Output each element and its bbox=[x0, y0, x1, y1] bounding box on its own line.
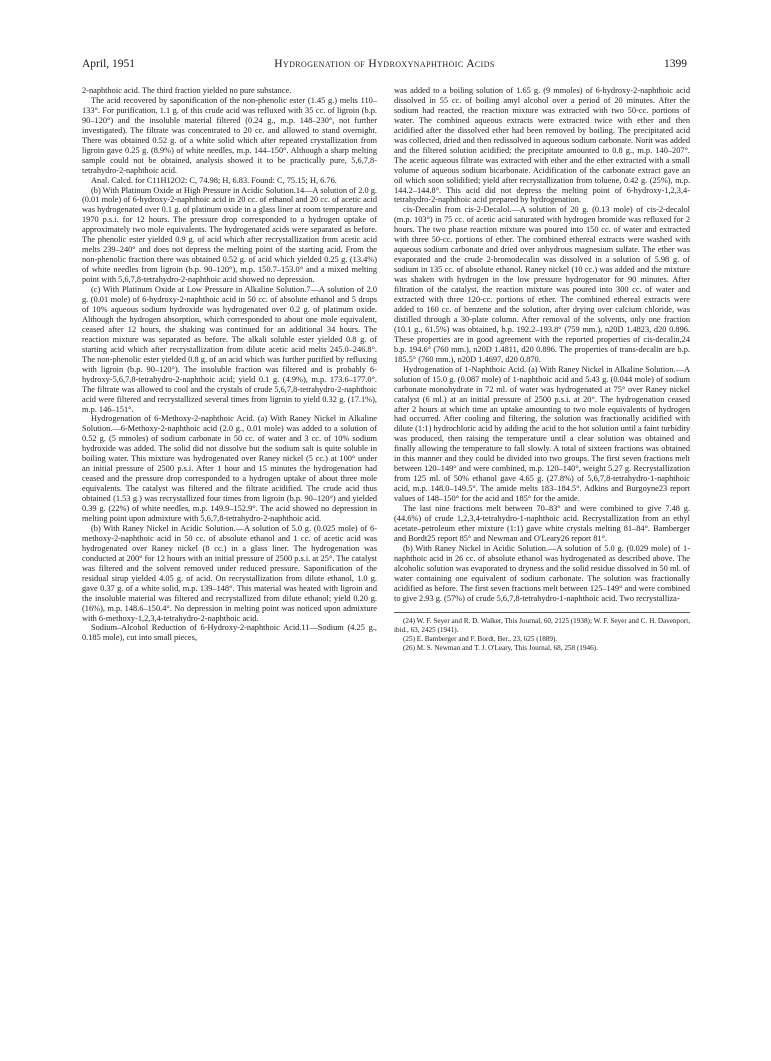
footnotes bbox=[394, 612, 690, 653]
page-number: 1399 bbox=[664, 58, 687, 70]
paragraph: (b) With Platinum Oxide at High Pressure in Acidic Solution.14—A solution of 2.0 g. (0.01 mole) of 6-hydroxy-2-naphthoic acid in 20 cc. of ethanol and 20 cc. of acetic acid was hydrogenated over 0.1 g. of platinum oxide in a glass liner at room temperature and 1970 p.s.i. for 12 hours. The pressure drop corresponded to a hydrogen uptake of approximately two mole equivalents. The hydrogenated acids were separated as before. The phenolic ester yielded 0.9 g. of acid which after recrystallization from acetic acid melts 239–240° and does not depress the melting point of the starting acid. From the non-phenolic fraction there was obtained 0.52 g. of acid which yielded 0.25 g. (13.4%) of white needles from ligroin (b.p. 90–120°), m.p. 150.7–153.0° and a mixed melting point with 5,6,7,8-tetrahydro-2-naphthoic acid showed no depression. bbox=[82, 185, 377, 285]
paragraph: The acid recovered by saponification of the non-phenolic ester (1.45 g.) melts 110–133°. For purification, 1.1 g. of this crude acid was refluxed with 35 cc. of ligroin (b.p. 90–120°) and the insoluble material filtered (0.24 g., m.p. 148–230°, not further investigated). The filtrate was concentrated to 20 cc. and allowed to stand overnight. There was obtained 0.52 g. of a white solid which after repeated crystallization from ligroin gave 0.25 g. (8.9%) of white needles, m.p. 144–150°. Although a sharp melting sample could not be obtained, analysis showed it to be practically pure, 5,6,7,8-tetrahydro-2-naphthoic acid. bbox=[82, 95, 377, 175]
footnote: (25) E. Bamberger and F. Bordt, Ber., 23, 625 (1889). bbox=[403, 634, 558, 643]
analysis-paragraph: Anal. Calcd. for C11H12O2: C, 74.98; H, 6.83. Found: C, 75.15; H, 6.76. bbox=[91, 175, 337, 185]
left-column bbox=[82, 86, 377, 643]
footnote: (26) M. S. Newman and T. J. O'Leary, This Journal, 68, 258 (1946). bbox=[403, 643, 598, 652]
footnote: (24) W. F. Seyer and R. D. Walker, This Journal, 60, 2125 (1938); W. F. Seyer and C. H. Davenport, ibid., 63, 2425 (1941). bbox=[394, 616, 690, 634]
paragraph: (b) With Raney Nickel in Acidic Solution.—A solution of 5.0 g. (0.025 mole) of 6-methoxy-2-naphthoic acid in 50 cc. of absolute ethanol and 1 cc. of acetic acid was hydrogenated over Raney nickel (8 cc.) in a glass liner. The hydrogenation was conducted at 200° for 12 hours with an initial pressure of 2500 p.s.i. at 25°. The catalyst was filtered and the solvent removed under reduced pressure. Saponification of the residual sirup yielded 4.05 g. of acid. On recrystallization from dilute ethanol, 1.0 g. gave 0.37 g. of a white solid, m.p. 139–148°. This material was heated with ligroin and the insoluble material was filtered and recrystallized from dilute ethanol; yield 0.20 g. (16%), m.p. 148.6–150.4°. No depression in melting point was noticed upon admixture with 6-methoxy-1,2,3,4-tetrahydro-2-naphthoic acid. bbox=[82, 523, 377, 623]
running-header bbox=[82, 58, 687, 74]
paragraph: (c) With Platinum Oxide at Low Pressure in Alkaline Solution.7—A solution of 2.0 g. (0.01 mole) of 6-hydroxy-2-naphthoic acid in 50 cc. of absolute ethanol and 5 drops of 10% aqueous sodium hydroxide was hydrogenated over 0.2 g. of platinum oxide. Although the hydrogen absorption, which corresponded to about one mole equivalent, ceased after 12 hours, the shaking was continued for an additional 34 hours. The reaction mixture was separated as before. The alkali soluble ester yielded 0.8 g. of starting acid which after recrystallization from dilute acetic acid melts 245.0–246.8°. The non-phenolic ester yielded 0.8 g. of an acid which was further purified by refluxing with ligroin (b.p. 90–120°). The insoluble fraction was filtered and is probably 6-hydroxy-5,6,7,8-tetrahydro-2-naphthoic acid; yield 0.1 g. (4.9%), m.p. 173.6–177.0°. The filtrate was allowed to cool and the crystals of crude 5,6,7,8-tetrahydro-2-naphthoic acid were filtered and recrystallized several times from ligroin to yield 0.32 g. (17.1%), m.p. 146–151°. bbox=[82, 285, 377, 414]
section-paragraph: Hydrogenation of 1-Naphthoic Acid. (a) With Raney Nickel in Alkaline Solution.—A solution of 15.0 g. (0.087 mole) of 1-naphthoic acid and 5.43 g. (0.044 mole) of sodium carbonate monohydrate in 72 ml. of water was hydrogenated at 75° over Raney nickel catalyst (6 ml.) at an initial pressure of 2500 p.s.i. at 20°. The hydrogenation ceased after 2 hours at which time an uptake amounting to two mole equivalents of hydrogen had occurred. After cooling and filtering, the solution was fractionally acidified with dilute (1:1) hydrochloric acid by adding the acid to the hot solution until a faint turbidity was produced, then raising the temperature until a clear solution was obtained and finally allowing the temperature to fall slowly. A total of sixteen fractions was obtained in this manner and they could be divided into two groups. The first seven fractions melt between 120–149° and were combined, m.p. 120–140°, weight 5.27 g. Recrystallization from 125 ml. of 50% ethanol gave 4.65 g. (27.8%) of 5,6,7,8-tetrahydro-1-naphthoic acid, m.p. 148.0–149.5°. The amide melts 183–184.5°. Adkins and Burgoyne23 report values of 148–150° for the acid and 185° for the amide. bbox=[394, 364, 690, 504]
paragraph: (b) With Raney Nickel in Acidic Solution.—A solution of 5.0 g. (0.029 mole) of 1-naphthoic acid in 26 cc. of absolute ethanol was hydrogenated as described above. The alcoholic solution was evaporated to dryness and the solid residue dissolved in 50 ml. of water containing one equivalent of sodium carbonate. The solution was fractionally acidified as before. The first seven fractions melt between 125–149° and were combined to give 2.93 g. (57%) of crude 5,6,7,8-tetrahydro-1-naphthoic acid. Two recrystalliza- bbox=[394, 543, 690, 603]
paragraph: was added to a boiling solution of 1.65 g. (9 mmoles) of 6-hydroxy-2-naphthoic acid dissolved in 55 cc. of boiling amyl alcohol over a period of 20 minutes. After the sodium had reacted, the reaction mixture was extracted with two 50-cc. portions of water. The combined aqueous extracts were extracted twice with ether and then acidified after the dissolved ether had been removed by boiling. The precipitated acid was collected, dried and then redissolved in aqueous sodium carbonate. Norit was added and the filtered solution acidified; the precipitate amounted to 0.8 g., m.p. 140–207°. The acetic aqueous filtrate was extracted with ether and the ether extracted with a small volume of aqueous sodium bicarbonate. Acidification of the carbonate extract gave an oil which soon solidified; yield after recrystallization from toluene, 0.42 g. (25%), m.p. 144.2–144.8°. This acid did not depress the melting point of 6-hydroxy-1,2,3,4-tetrahydro-2-naphthoic acid prepared by hydrogenation. bbox=[394, 86, 690, 205]
paragraph: 2-naphthoic acid. The third fraction yielded no pure substance. bbox=[82, 86, 292, 95]
paragraph: The last nine fractions melt between 70–83° and were combined to give 7.48 g. (44.6%) of crude 1,2,3,4-tetrahydro-1-naphthoic acid. Recrystallization from an ethyl acetate–petroleum ether mixture (1:1) gave white crystals melting 81–84°. Bamberger and Bordt25 report 85° and Newman and O'Leary26 report 81°. bbox=[394, 504, 690, 543]
section-paragraph: Hydrogenation of 6-Methoxy-2-naphthoic Acid. (a) With Raney Nickel in Alkaline Solution.—6-Methoxy-2-naphthoic acid (2.0 g., 0.01 mole) was added to a solution of 0.52 g. (5 mmoles) of sodium carbonate in 50 cc. of water and 3 cc. of 10% sodium hydroxide was added. The solid did not dissolve but the sodium salt is quite soluble in boiling water. This mixture was hydrogenated over Raney nickel (5 cc.) at 100° under an initial pressure of 2500 p.s.i. After 1 hour and 15 minutes the hydrogenation had ceased and the pressure drop corresponded to a hydrogen uptake of about three mole equivalents. The catalyst was filtered and the filtrate acidified. The crude acid thus obtained (1.53 g.) was recrystallized four times from ligroin (b.p. 90–120°) and yielded 0.39 g. (22%) of white needles, m.p. 149.9–152.9°. The acid showed no depression in melting point upon admixture with 5,6,7,8-tetrahydro-2-naphthoic acid. bbox=[82, 414, 377, 523]
section-paragraph: Sodium–Alcohol Reduction of 6-Hydroxy-2-naphthoic Acid.11—Sodium (4.25 g., 0.185 mole), cut into small pieces, bbox=[82, 623, 377, 643]
section-paragraph: cis-Decalin from cis-2-Decalol.—A solution of 20 g. (0.13 mole) of cis-2-decalol (m.p. 103°) in 75 cc. of acetic acid saturated with hydrogen bromide was refluxed for 2 hours. The two phase reaction mixture was poured into 150 cc. of water and extracted with three 50-cc. portions of ether. The combined ethereal extracts were washed with aqueous sodium carbonate and dried over anhydrous magnesium sulfate. The ether was evaporated and the crude 2-bromodecalin was dissolved in a solution of 5.98 g. of sodium in 135 cc. of absolute ethanol. Raney nickel (10 cc.) was added and the mixture was shaken with hydrogen in the low pressure hydrogenator for 90 minutes. After filtration of the catalyst, the reaction mixture was poured into 300 cc. of water and extracted with three 120-cc. portions of ether. The combined ethereal extracts were added to 160 cc. of benzene and the solution, after drying over calcium chloride, was distilled through a 30-plate column. After removal of the solvents, only one fraction (10.1 g., 61.5%) was obtained, b.p. 192.2–193.8° (759 mm.), n20D 1.4823, d20 0.896. These properties are in good agreement with the reported properties of cis-decalin,24 b.p. 194.6° (760 mm.), n20D 1.4811, d20 0.896. The properties of trans-decalin are b.p. 185.5° (760 mm.), n20D 1.4697, d20 0.870. bbox=[394, 205, 690, 364]
right-column bbox=[394, 86, 690, 653]
running-title: Hydrogenation of Hydroxynaphthoic Acids bbox=[274, 58, 495, 70]
issue-date: April, 1951 bbox=[82, 58, 136, 70]
